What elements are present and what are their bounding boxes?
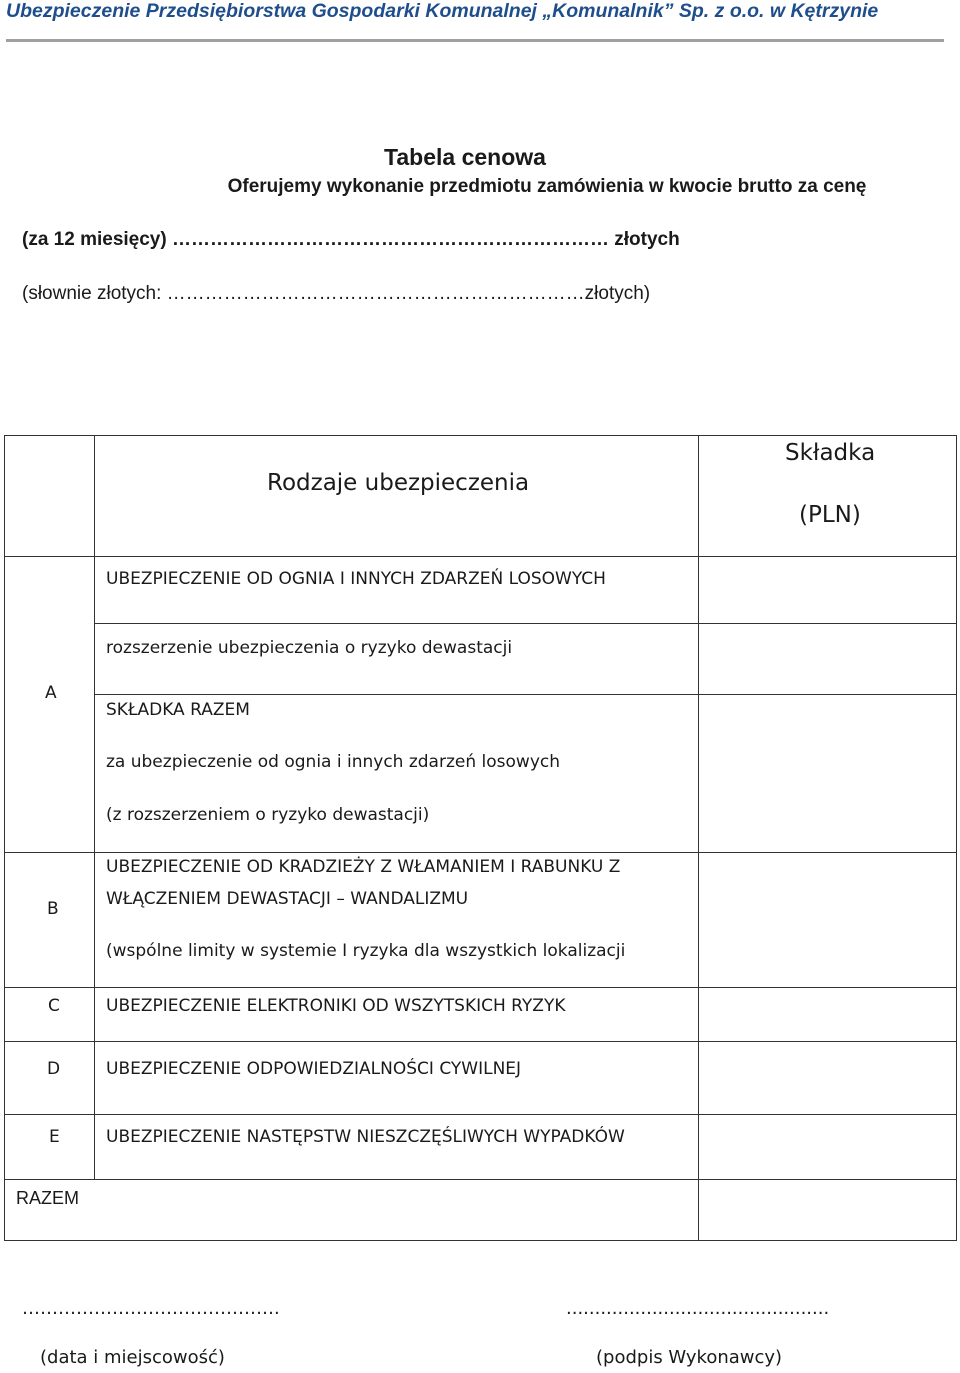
- date-place-dots: …………………………………….: [22, 1298, 280, 1319]
- row-a-total-note: (z rozszerzeniem o ryzyko dewastacji): [106, 805, 430, 825]
- price-line: (za 12 miesięcy) …………………………………………………………… złotych: [22, 229, 680, 250]
- row-b-label-line1: UBEZPIECZENIE OD KRADZIEŻY Z WŁAMANIEM I RABUNKU Z: [106, 857, 621, 877]
- total-row-label-cell: [4, 1179, 699, 1241]
- row-d-letter-cell: [4, 1041, 95, 1115]
- signature-caption: (podpis Wykonawcy): [596, 1347, 783, 1368]
- header-type-label: Rodzaje ubezpieczenia: [267, 470, 530, 496]
- row-a-letter-cell: [4, 556, 95, 853]
- document-title: Tabela cenowa: [384, 144, 546, 170]
- row-b-letter-cell: [4, 852, 95, 988]
- row-a-extension-premium-input[interactable]: [698, 623, 957, 695]
- row-c-letter-cell: [4, 987, 95, 1042]
- row-e-label: UBEZPIECZENIE NASTĘPSTW NIESZCZĘŚLIWYCH WYPADKÓW: [106, 1127, 625, 1147]
- header-premium-cell: [698, 435, 957, 557]
- row-c-label: UBEZPIECZENIE ELEKTRONIKI OD WSZYTSKICH RYZYK: [106, 996, 566, 1016]
- row-a-total-desc: za ubezpieczenie od ognia i innych zdarzeń losowych: [106, 752, 560, 772]
- row-e-letter: E: [49, 1127, 60, 1147]
- row-a-fire-label: UBEZPIECZENIE OD OGNIA I INNYCH ZDARZEŃ LOSOWYCH: [106, 569, 606, 589]
- row-a-extension-cell: [94, 623, 699, 695]
- total-premium-input[interactable]: [698, 1179, 957, 1241]
- row-a-fire-cell: [94, 556, 699, 624]
- row-d-label: UBEZPIECZENIE ODPOWIEDZIALNOŚCI CYWILNEJ: [106, 1059, 522, 1079]
- row-c-letter: C: [48, 996, 60, 1016]
- header-divider: [6, 39, 944, 42]
- header-type-cell: [94, 435, 699, 557]
- row-a-fire-premium-input[interactable]: [698, 556, 957, 624]
- row-d-letter: D: [47, 1059, 61, 1079]
- row-a-letter: A: [45, 683, 57, 703]
- row-e-label-cell: [94, 1114, 699, 1180]
- running-header: Ubezpieczenie Przedsiębiorstwa Gospodarki Komunalnej „Komunalnik” Sp. z o.o. w Kętrzynie: [6, 0, 879, 22]
- signature-dots: ..............................................: [566, 1298, 830, 1319]
- row-c-label-cell: [94, 987, 699, 1042]
- header-premium-unit: (PLN): [799, 502, 861, 528]
- row-e-letter-cell: [4, 1114, 95, 1180]
- row-a-total-heading: SKŁADKA RAZEM: [106, 700, 250, 720]
- row-c-premium-input[interactable]: [698, 987, 957, 1042]
- header-empty-cell: [4, 435, 95, 557]
- row-a-extension-label: rozszerzenie ubezpieczenia o ryzyko dewastacji: [106, 638, 513, 658]
- row-a-total-premium-input[interactable]: [698, 694, 957, 853]
- date-place-caption: (data i miejscowość): [40, 1347, 225, 1368]
- row-d-label-cell: [94, 1041, 699, 1115]
- row-b-label-cell: [94, 852, 699, 988]
- row-b-letter: B: [47, 899, 59, 919]
- row-b-premium-input[interactable]: [698, 852, 957, 988]
- document-subtitle: Oferujemy wykonanie przedmiotu zamówienia w kwocie brutto za cenę: [227, 176, 867, 197]
- header-premium-label: Składka: [785, 440, 876, 466]
- row-d-premium-input[interactable]: [698, 1041, 957, 1115]
- row-b-label-note: (wspólne limity w systemie I ryzyka dla wszystkich lokalizacji: [106, 941, 626, 961]
- total-row-label: RAZEM: [16, 1188, 79, 1208]
- row-e-premium-input[interactable]: [698, 1114, 957, 1180]
- row-a-total-cell: [94, 694, 699, 853]
- row-b-label-line2: WŁĄCZENIEM DEWASTACJI – WANDALIZMU: [106, 889, 469, 909]
- price-in-words-line: (słownie złotych: …………………………………………………………złotych): [22, 283, 651, 304]
